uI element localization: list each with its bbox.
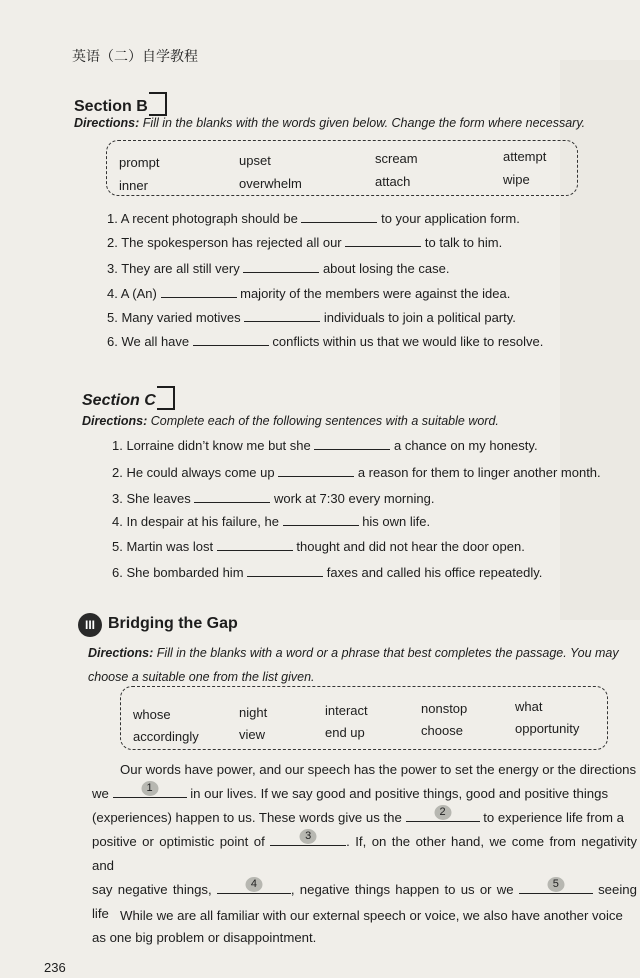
item-text: 2. The spokesperson has rejected all our — [107, 235, 342, 250]
passage-text: While we are all familiar with our external speech or voice, we also have another voice — [120, 908, 623, 923]
section-box-mark — [149, 92, 167, 116]
passage-text: in our lives. If we say good and positive things, good and positive things — [190, 786, 609, 801]
passage-line — [92, 830, 637, 878]
answer-blank[interactable] — [283, 513, 359, 526]
item-text: 1. A recent photograph should be — [107, 211, 298, 226]
passage-text: say negative things, — [92, 882, 212, 897]
word-item: whose — [133, 707, 171, 722]
numbered-blank[interactable] — [406, 807, 480, 822]
passage-paragraph-2 — [92, 904, 637, 928]
section-b-directions — [74, 114, 614, 133]
word-item: attempt — [503, 149, 547, 164]
page-number: 236 — [44, 960, 66, 975]
exercise-item — [107, 309, 516, 325]
word-item: scream — [375, 151, 418, 166]
passage-text: , negative things happen to us or we — [290, 882, 514, 897]
exercise-item — [107, 260, 449, 276]
item-text: conflicts within us that we would like to resolve. — [272, 334, 544, 349]
directions-text: Complete each of the following sentences with a suitable word. — [150, 414, 499, 428]
exercise-item — [107, 234, 502, 250]
passage-text: (experiences) happen to us. These words give us the — [92, 810, 402, 825]
word-item: overwhelm — [239, 176, 302, 191]
item-text: thought and did not hear the door open. — [296, 539, 525, 554]
item-text: to your application form. — [381, 211, 520, 226]
item-text: 2. He could always come up — [112, 465, 275, 480]
item-text: a reason for them to linger another month. — [357, 465, 601, 480]
exercise-item — [112, 538, 525, 554]
answer-blank[interactable] — [247, 564, 323, 577]
blank-number: 4 — [245, 877, 262, 892]
blank-number: 5 — [547, 877, 564, 892]
directions-text: Fill in the blanks with a word or a phrase that best completes the passage. You may — [156, 646, 619, 660]
answer-blank[interactable] — [217, 538, 293, 551]
item-text: work at 7:30 every morning. — [274, 491, 435, 506]
bridging-word-box — [120, 686, 608, 750]
running-header: 英语（二）自学教程 — [72, 49, 198, 65]
item-text: 1. Lorraine didn’t know me but she — [112, 438, 311, 453]
passage-text: Our words have power, and our speech has the power to set the energy or the directions — [120, 762, 637, 777]
exercise-item — [107, 333, 543, 349]
item-text: 3. She leaves — [112, 491, 191, 506]
directions-label: Directions: — [88, 646, 154, 660]
passage-text: to experience life from a — [483, 810, 624, 825]
exercise-item — [112, 464, 601, 480]
answer-blank[interactable] — [244, 309, 320, 322]
part-badge: III — [78, 613, 102, 637]
passage-line — [92, 806, 637, 830]
answer-blank[interactable] — [193, 333, 269, 346]
word-item: upset — [239, 153, 271, 168]
item-text: majority of the members were against the idea. — [240, 286, 511, 301]
section-c-title — [82, 386, 175, 410]
word-item: view — [239, 727, 266, 742]
blank-number: 3 — [300, 829, 317, 844]
answer-blank[interactable] — [161, 285, 237, 298]
answer-blank[interactable] — [194, 490, 270, 503]
answer-blank[interactable] — [243, 260, 319, 273]
word-item: prompt — [119, 155, 160, 170]
item-text: 5. Many varied motives — [107, 310, 241, 325]
section-b-word-box — [106, 140, 578, 196]
directions-label: Directions: — [82, 414, 148, 428]
section-c-directions — [82, 412, 602, 431]
word-item: wipe — [503, 172, 530, 187]
bridging-title: Bridging the Gap — [108, 615, 238, 632]
numbered-blank[interactable] — [270, 831, 346, 846]
section-b-title — [74, 92, 167, 116]
item-text: about losing the case. — [322, 261, 450, 276]
word-item: what — [515, 699, 543, 714]
item-text: 3. They are all still very — [107, 261, 240, 276]
passage-text: . If, on the other hand, we come from negativity and — [92, 834, 637, 873]
numbered-blank[interactable] — [217, 879, 291, 894]
word-item: opportunity — [515, 721, 580, 736]
word-item: night — [239, 705, 268, 720]
word-item: nonstop — [421, 701, 468, 716]
exercise-item — [107, 285, 510, 301]
blank-number: 2 — [434, 805, 451, 820]
passage-line — [92, 758, 637, 782]
section-b-title-text: Section B — [74, 98, 148, 115]
item-text: a chance on my honesty. — [393, 438, 538, 453]
answer-blank[interactable] — [278, 464, 354, 477]
answer-blank[interactable] — [301, 210, 377, 223]
exercise-item — [112, 437, 538, 453]
item-text: 4. A (An) — [107, 286, 157, 301]
answer-blank[interactable] — [314, 437, 390, 450]
section-box-mark — [157, 386, 175, 410]
section-c-title-text: Section C — [82, 392, 156, 409]
bridging-directions — [88, 641, 636, 689]
directions-text: choose a suitable one from the list given. — [88, 670, 315, 684]
word-item: attach — [375, 174, 411, 189]
item-text: faxes and called his office repeatedly. — [326, 565, 543, 580]
answer-blank[interactable] — [345, 234, 421, 247]
passage-line — [92, 926, 637, 950]
item-text: 5. Martin was lost — [112, 539, 214, 554]
item-text: 6. We all have — [107, 334, 190, 349]
item-text: 4. In despair at his failure, he — [112, 514, 279, 529]
exercise-item — [112, 564, 542, 580]
exercise-item — [112, 513, 430, 529]
exercise-item — [112, 490, 434, 506]
directions-text: Fill in the blanks with the words given below. Change the form where necessary. — [142, 116, 586, 130]
numbered-blank[interactable] — [113, 783, 187, 798]
directions-label: Directions: — [74, 116, 140, 130]
word-item: accordingly — [133, 729, 199, 744]
item-text: individuals to join a political party. — [323, 310, 516, 325]
item-text: his own life. — [362, 514, 431, 529]
exercise-item — [107, 210, 520, 226]
numbered-blank[interactable] — [519, 879, 593, 894]
passage-text: as one big problem or disappointment. — [92, 930, 317, 945]
item-text: to talk to him. — [424, 235, 503, 250]
passage-text: we — [92, 786, 109, 801]
word-item: choose — [421, 723, 463, 738]
blank-number: 1 — [141, 781, 158, 796]
passage-line — [92, 782, 637, 806]
word-item: end up — [325, 725, 365, 740]
word-item: inner — [119, 178, 148, 193]
item-text: 6. She bombarded him — [112, 565, 244, 580]
word-item: interact — [325, 703, 368, 718]
passage-text: seeing life — [92, 882, 637, 921]
passage-text: positive or optimistic point of — [92, 834, 265, 849]
